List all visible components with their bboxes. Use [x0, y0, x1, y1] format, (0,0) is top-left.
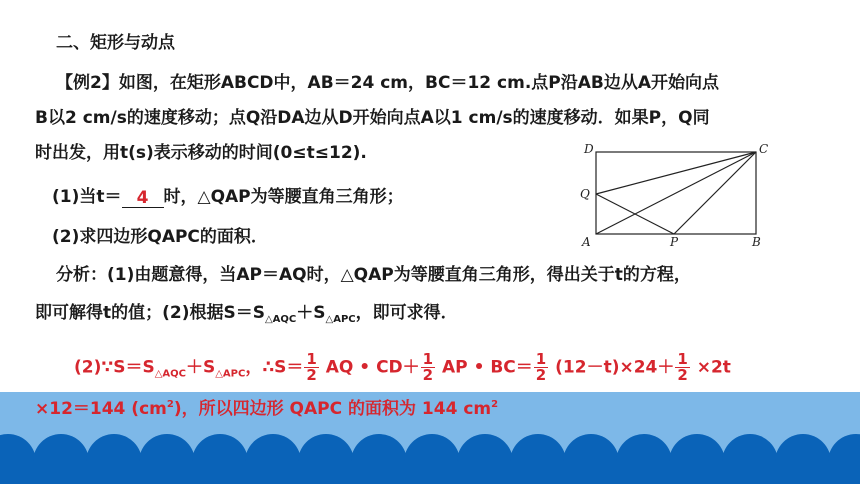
- segment-pc: [674, 152, 756, 234]
- label-d: D: [584, 142, 594, 156]
- solution-term-4: ×2t: [690, 357, 731, 378]
- analysis-line-2: [35, 302, 458, 331]
- label-p: P: [670, 235, 679, 249]
- wave-base: [0, 462, 860, 484]
- label-b: B: [752, 235, 761, 249]
- q1-prefix: (1)当t＝: [52, 187, 122, 207]
- label-q: Q: [580, 187, 590, 201]
- fraction-half-4: $\frac{1}{2}$: [677, 350, 688, 384]
- analysis-end: ，即可求得．: [355, 303, 458, 323]
- analysis-plus: ＋S: [296, 303, 326, 323]
- question-2: (2)求四边形QAPC的面积．: [52, 227, 268, 247]
- solution-plus: ＋S: [185, 357, 216, 378]
- label-a: A: [582, 235, 591, 249]
- analysis-line-1: 分析：(1)由题意得，当AP＝AQ时，△QAP为等腰直角三角形，得出关于t的方程，: [56, 265, 691, 285]
- segment-ac: [596, 152, 756, 234]
- segment-qc: [596, 152, 756, 194]
- solution-pre: (2)∵S＝S: [74, 357, 155, 378]
- problem-line-3: 时出发，用t(s)表示移动的时间(0≤t≤12).: [35, 143, 367, 163]
- q1-suffix: 时，△QAP为等腰直角三角形；: [163, 187, 404, 207]
- solution-term-2: AP • BC＝: [436, 357, 533, 378]
- q1-answer: 4: [122, 187, 164, 208]
- solution-text-2: ×12＝144 (cm: [35, 399, 167, 419]
- solution-therefore: ，∴S＝: [245, 357, 304, 378]
- problem-line-1: [56, 72, 719, 94]
- example-tag: 【例2】: [56, 73, 119, 93]
- solution-term-3: (12－t)×24＋: [549, 357, 675, 378]
- solution-sub-2: △APC: [215, 368, 246, 380]
- solution-line-1: [74, 352, 731, 386]
- solution-term-1: AQ • CD＋: [319, 357, 420, 378]
- section-title: 二、矩形与动点: [56, 33, 175, 53]
- analysis-subscript-2: △APC: [325, 314, 356, 325]
- fraction-half-2: $\frac{1}{2}$: [422, 350, 434, 384]
- problem-line-2: B以2 cm/s的速度移动；点Q沿DA边从D开始向点A以1 cm/s的速度移动．如果P，Q同: [35, 108, 710, 128]
- solution-text-3: )，所以四边形 QAPC 的面积为 144 cm: [173, 399, 492, 419]
- solution-sup-2: 2: [491, 399, 499, 410]
- fraction-half-1: $\frac{1}{2}$: [306, 350, 317, 384]
- fraction-half-3: $\frac{1}{2}$: [535, 350, 547, 384]
- analysis-text: 即可解得t的值；(2)根据S＝S: [35, 303, 265, 323]
- analysis-subscript-1: △AQC: [264, 314, 297, 325]
- question-1: [52, 186, 404, 208]
- label-c: C: [759, 142, 769, 156]
- rectangle-figure: [574, 142, 770, 250]
- solution-line-2: [35, 394, 498, 420]
- solution-sup-1: 2: [166, 399, 174, 410]
- problem-text-1: 如图，在矩形ABCD中，AB＝24 cm，BC＝12 cm.点P沿AB边从A开始向点: [118, 73, 720, 93]
- solution-sub-1: △AQC: [154, 368, 186, 380]
